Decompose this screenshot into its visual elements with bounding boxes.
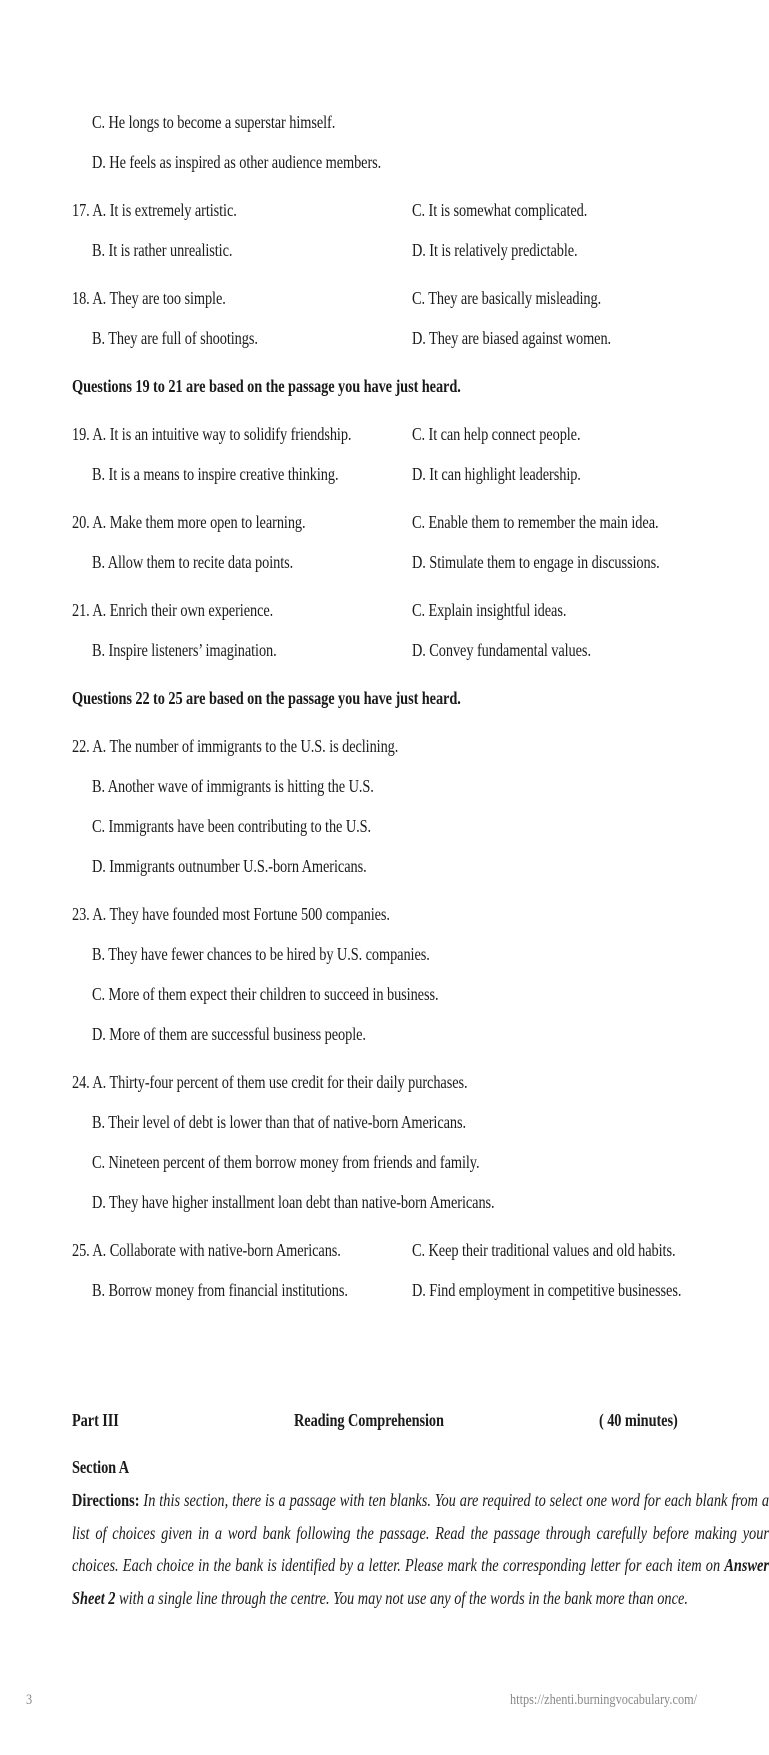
directions-label: Directions: xyxy=(72,1490,140,1510)
directions-text-1: In this section, there is a passage with ten blanks. You are required to select one word for each blank from a list of choices given in a word bank following the passage. Read the passage through carefully before making your choices. Each choice in the bank is identified by a letter. Please mark the corresponding letter for each item on xyxy=(72,1490,769,1575)
q22-option-a: 22. A. The number of immigrants to the U.S. is declining. xyxy=(72,736,399,756)
q21-option-a: 21. A. Enrich their own experience. xyxy=(72,600,274,620)
q25-option-d: D. Find employment in competitive businesses. xyxy=(412,1280,682,1300)
q23-option-a: 23. A. They have founded most Fortune 500 companies. xyxy=(72,904,390,924)
q22-option-c: C. Immigrants have been contributing to the U.S. xyxy=(92,816,372,836)
q21-option-c: C. Explain insightful ideas. xyxy=(412,600,567,620)
q16-option-d: D. He feels as inspired as other audience members. xyxy=(92,152,382,172)
q18-option-b: B. They are full of shootings. xyxy=(92,328,258,348)
q19-option-d: D. It can highlight leadership. xyxy=(412,464,581,484)
q17-option-a: 17. A. It is extremely artistic. xyxy=(72,200,237,220)
q21-option-d: D. Convey fundamental values. xyxy=(412,640,591,660)
q22-option-b: B. Another wave of immigrants is hitting the U.S. xyxy=(92,776,374,796)
q23-option-c: C. More of them expect their children to succeed in business. xyxy=(92,984,439,1004)
q17-option-b: B. It is rather unrealistic. xyxy=(92,240,233,260)
q25-option-c: C. Keep their traditional values and old habits. xyxy=(412,1240,676,1260)
section-a-heading: Section A xyxy=(72,1457,130,1477)
q24-option-d: D. They have higher installment loan debt than native-born Americans. xyxy=(92,1192,495,1212)
q24-option-a: 24. A. Thirty-four percent of them use credit for their daily purchases. xyxy=(72,1072,468,1092)
q20-option-c: C. Enable them to remember the main idea. xyxy=(412,512,659,532)
q17-option-c: C. It is somewhat complicated. xyxy=(412,200,588,220)
q16-option-c: C. He longs to become a superstar himself. xyxy=(92,112,336,132)
q25-option-b: B. Borrow money from financial institutions. xyxy=(92,1280,348,1300)
section-heading-22-25: Questions 22 to 25 are based on the passage you have just heard. xyxy=(72,688,461,708)
part-time: ( 40 minutes) xyxy=(599,1410,678,1430)
q19-option-b: B. It is a means to inspire creative thinking. xyxy=(92,464,339,484)
q18-option-c: C. They are basically misleading. xyxy=(412,288,602,308)
section-heading-19-21: Questions 19 to 21 are based on the passage you have just heard. xyxy=(72,376,461,396)
q22-option-d: D. Immigrants outnumber U.S.-born Americans. xyxy=(92,856,367,876)
q20-option-b: B. Allow them to recite data points. xyxy=(92,552,294,572)
q17-option-d: D. It is relatively predictable. xyxy=(412,240,578,260)
q19-option-c: C. It can help connect people. xyxy=(412,424,581,444)
q24-option-b: B. Their level of debt is lower than that of native-born Americans. xyxy=(92,1112,467,1132)
q19-option-a: 19. A. It is an intuitive way to solidify friendship. xyxy=(72,424,352,444)
q24-option-c: C. Nineteen percent of them borrow money from friends and family. xyxy=(92,1152,480,1172)
page-number: 3 xyxy=(26,1692,33,1708)
part-title: Reading Comprehension xyxy=(294,1410,444,1430)
footer-url[interactable]: https://zhenti.burningvocabulary.com/ xyxy=(510,1692,698,1708)
q25-option-a: 25. A. Collaborate with native-born Americans. xyxy=(72,1240,341,1260)
q20-option-a: 20. A. Make them more open to learning. xyxy=(72,512,306,532)
q23-option-b: B. They have fewer chances to be hired by U.S. companies. xyxy=(92,944,430,964)
directions-paragraph xyxy=(72,1484,769,1614)
q18-option-d: D. They are biased against women. xyxy=(412,328,612,348)
q23-option-d: D. More of them are successful business people. xyxy=(92,1024,366,1044)
directions-text-2: with a single line through the centre. You may not use any of the words in the bank more than once. xyxy=(115,1587,688,1608)
part-label: Part III xyxy=(72,1410,119,1430)
answer-sheet-ref: Answer Sheet 2 xyxy=(72,1555,769,1608)
q21-option-b: B. Inspire listeners’ imagination. xyxy=(92,640,277,660)
q20-option-d: D. Stimulate them to engage in discussions. xyxy=(412,552,660,572)
q18-option-a: 18. A. They are too simple. xyxy=(72,288,226,308)
